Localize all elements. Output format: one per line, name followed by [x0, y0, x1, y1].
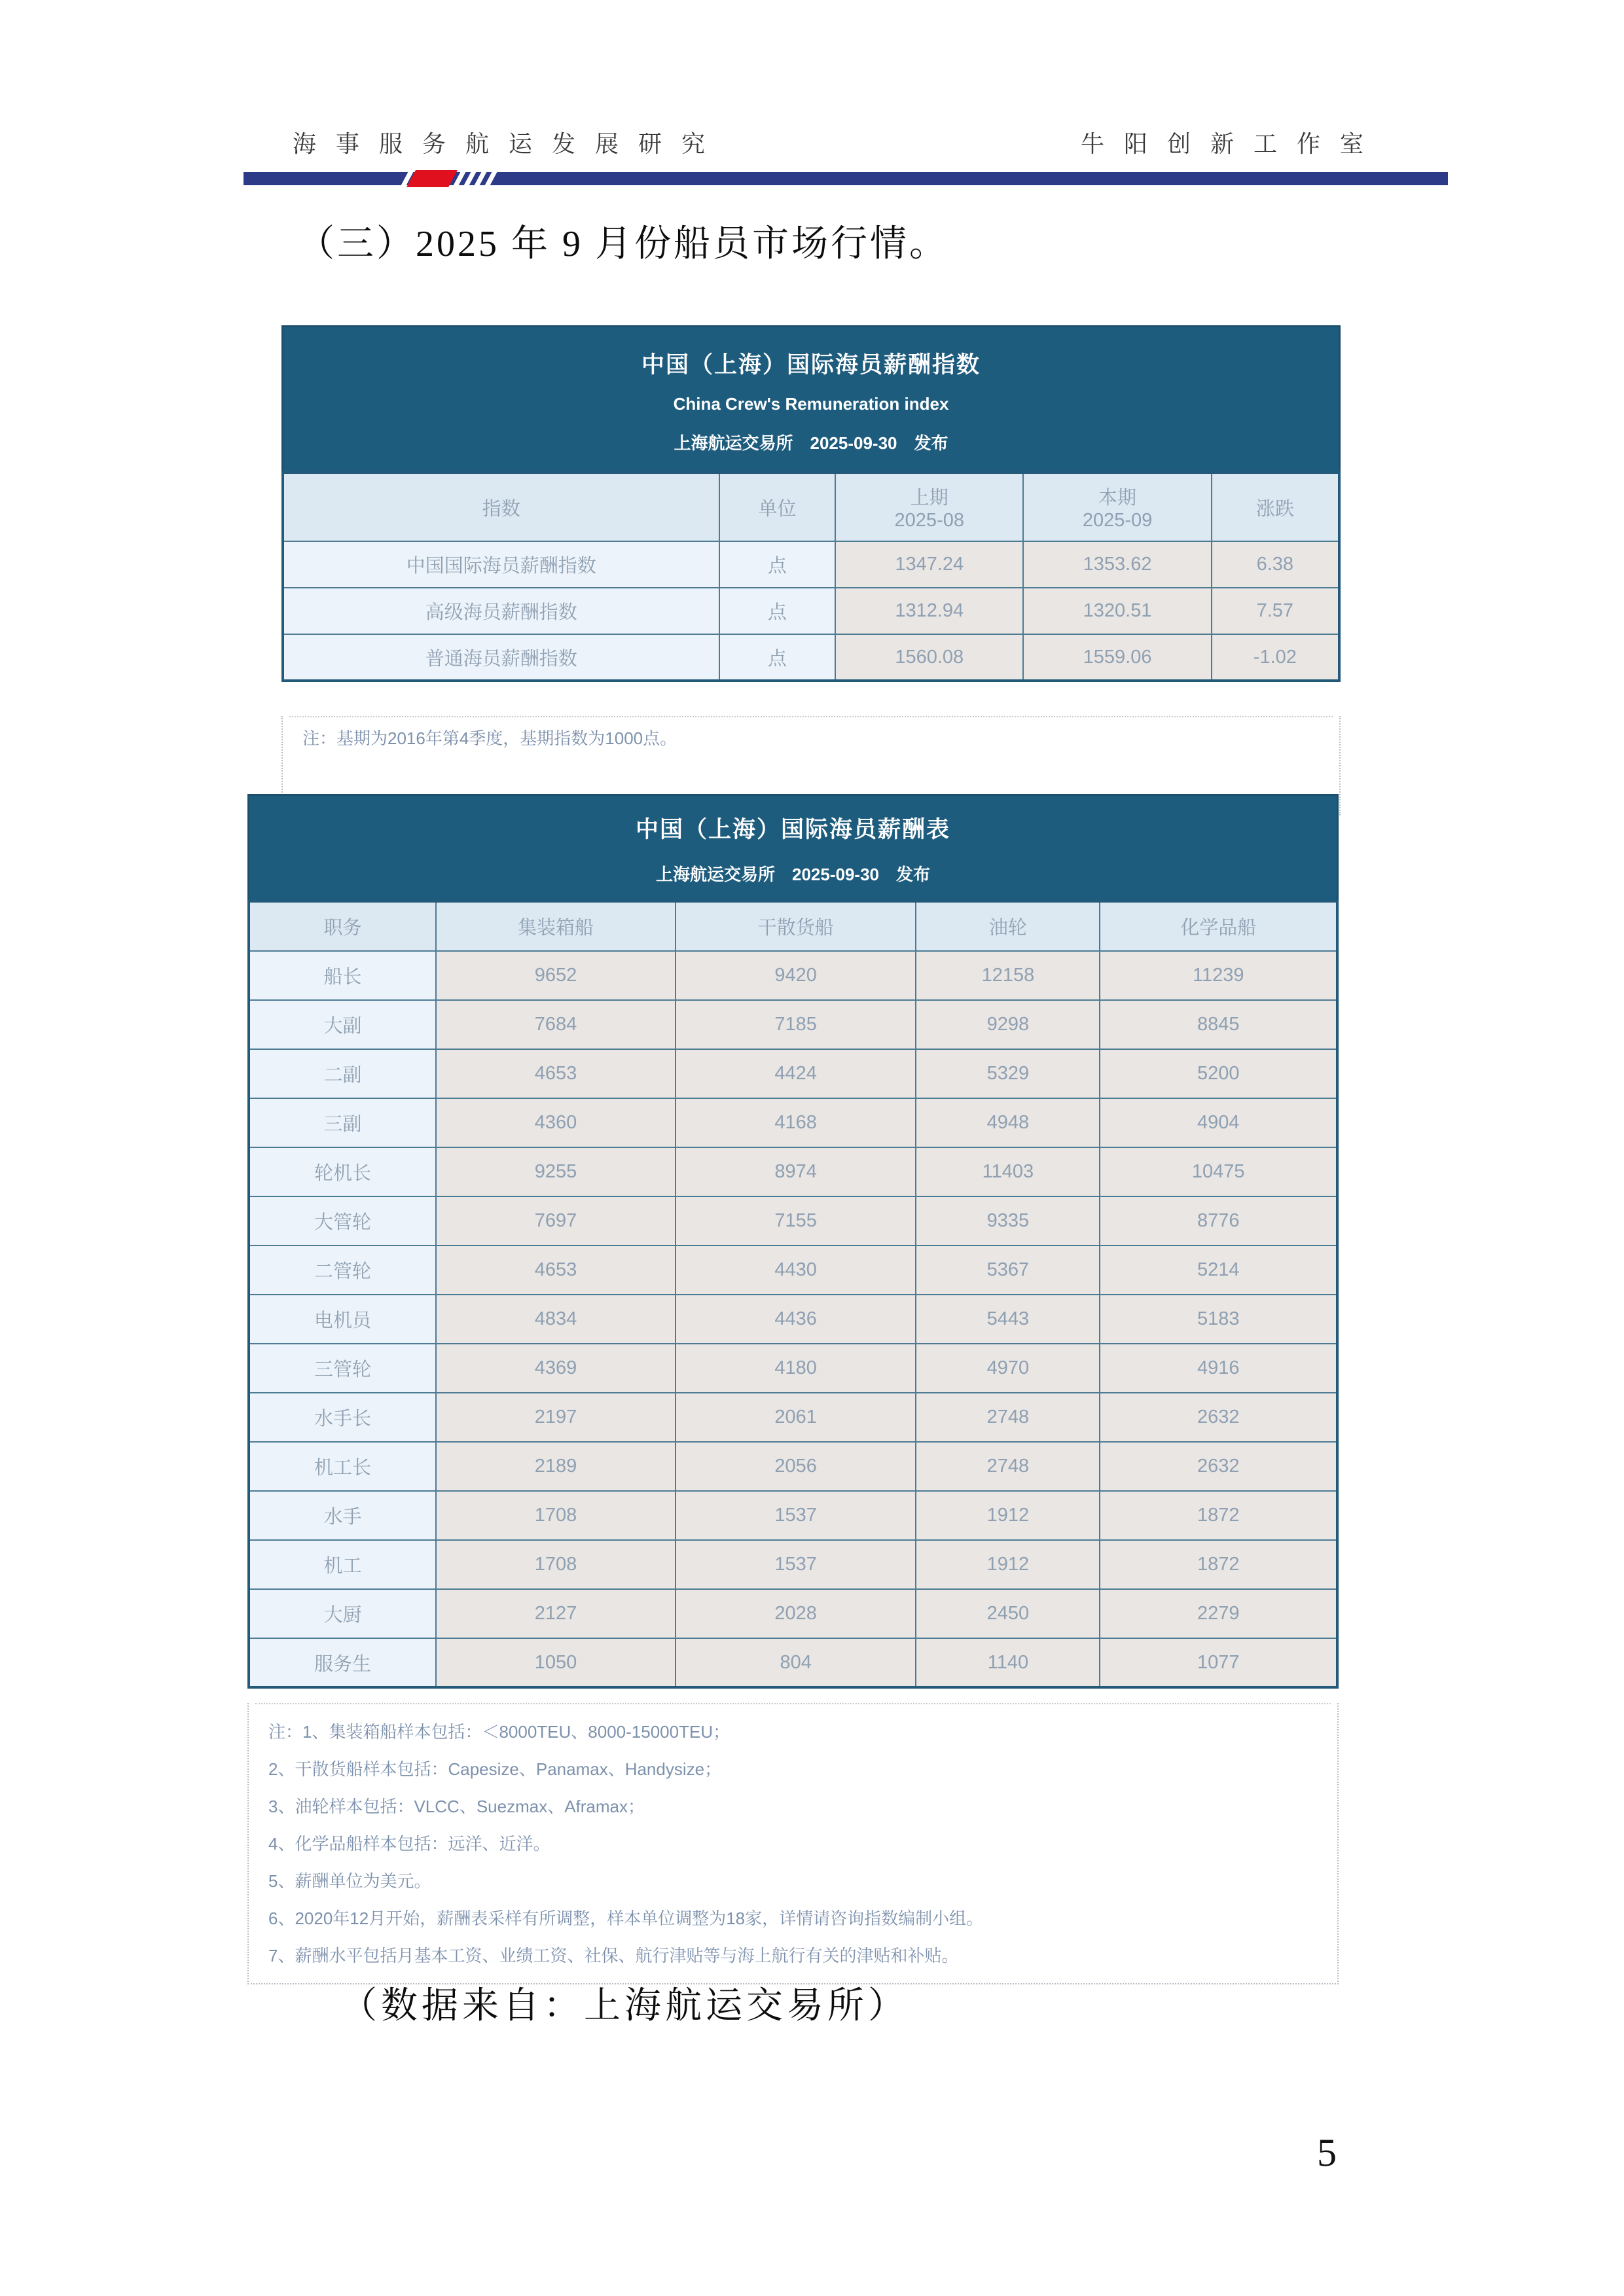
table-cell: 5329 — [916, 1049, 1100, 1098]
index-table-subtitle: China Crew's Remuneration index — [673, 394, 949, 414]
salary-table-note-box — [247, 1703, 1339, 1984]
table-cell: 7155 — [676, 1196, 916, 1246]
index-table-body — [283, 541, 1339, 681]
table-cell: 1708 — [436, 1491, 676, 1540]
salary-table-notes — [249, 1704, 1337, 1975]
table-cell: 普通海员薪酬指数 — [283, 634, 719, 681]
table-cell: 1077 — [1100, 1638, 1337, 1687]
column-header: 干散货船 — [676, 901, 916, 951]
table-row — [249, 951, 1337, 1000]
publish-date: 2025-09-30 — [792, 865, 879, 884]
crew-remuneration-index-table — [281, 325, 1341, 816]
table-cell: 10475 — [1100, 1147, 1337, 1196]
table-row — [249, 1000, 1337, 1049]
table-cell: 7.57 — [1212, 588, 1339, 634]
table-row — [249, 1147, 1337, 1196]
table-cell: 4436 — [676, 1295, 916, 1344]
table-cell: 服务生 — [249, 1638, 436, 1687]
note-line: 5、薪酬单位为美元。 — [268, 1871, 431, 1891]
table-cell: 4369 — [436, 1344, 676, 1393]
table-cell: 4653 — [436, 1246, 676, 1295]
table-cell: 大厨 — [249, 1589, 436, 1638]
table-cell: 1912 — [916, 1491, 1100, 1540]
publisher: 上海航运交易所 — [655, 865, 775, 884]
table-row — [249, 1344, 1337, 1393]
table-cell: 2056 — [676, 1442, 916, 1491]
index-table-header-row — [283, 473, 1339, 541]
table-cell: 4424 — [676, 1049, 916, 1098]
note-line: 注：1、集装箱船样本包括：＜8000TEU、8000-15000TEU； — [268, 1722, 731, 1742]
salary-table-header-row — [249, 901, 1337, 951]
table-cell: 9335 — [916, 1196, 1100, 1246]
salary-table-title: 中国（上海）国际海员薪酬表 — [635, 817, 950, 842]
table-cell: 轮机长 — [249, 1147, 436, 1196]
table-cell: 1560.08 — [835, 634, 1023, 681]
masthead-left-title: 海事服务航运发展研究 — [293, 131, 725, 157]
table-cell: 7185 — [676, 1000, 916, 1049]
publisher: 上海航运交易所 — [674, 433, 793, 453]
index-table-grid — [281, 471, 1341, 682]
table-cell: 1537 — [676, 1540, 916, 1589]
publish-label: 发布 — [914, 433, 948, 453]
table-cell: 二管轮 — [249, 1246, 436, 1295]
table-cell: 1353.62 — [1023, 541, 1211, 588]
note-line: 2、干散货船样本包括：Capesize、Panamax、Handysize； — [268, 1759, 722, 1779]
table-cell: 水手长 — [249, 1393, 436, 1442]
note-line: 7、薪酬水平包括月基本工资、业绩工资、社保、航行津贴等与海上航行有关的津贴和补贴。 — [268, 1946, 959, 1965]
table-cell: 11403 — [916, 1147, 1100, 1196]
table-cell: 4970 — [916, 1344, 1100, 1393]
note-line: 3、油轮样本包括：VLCC、Suezmax、Aframax； — [268, 1797, 645, 1816]
table-cell: 6.38 — [1212, 541, 1339, 588]
table-cell: 5214 — [1100, 1246, 1337, 1295]
table-cell: 1312.94 — [835, 588, 1023, 634]
table-cell: 大管轮 — [249, 1196, 436, 1246]
table-cell: 1912 — [916, 1540, 1100, 1589]
table-row — [249, 1098, 1337, 1147]
masthead-rule — [244, 172, 1448, 185]
table-cell: 2748 — [916, 1393, 1100, 1442]
table-cell: 8776 — [1100, 1196, 1337, 1246]
table-cell: 7697 — [436, 1196, 676, 1246]
salary-table-publish-line — [249, 861, 1337, 886]
table-cell: 2450 — [916, 1589, 1100, 1638]
column-header: 油轮 — [916, 901, 1100, 951]
table-row — [249, 1246, 1337, 1295]
index-table-header-band — [281, 325, 1341, 471]
table-cell: 5200 — [1100, 1049, 1337, 1098]
table-cell: 1537 — [676, 1491, 916, 1540]
table-cell: 点 — [719, 588, 836, 634]
table-cell: 804 — [676, 1638, 916, 1687]
table-cell: 9652 — [436, 951, 676, 1000]
table-cell: 2279 — [1100, 1589, 1337, 1638]
note-line: 4、化学品船样本包括：远洋、近洋。 — [268, 1834, 550, 1854]
table-cell: 2197 — [436, 1393, 676, 1442]
table-cell: 1347.24 — [835, 541, 1023, 588]
table-cell: 12158 — [916, 951, 1100, 1000]
table-row — [283, 541, 1339, 588]
column-header: 本期 2025-09 — [1023, 473, 1211, 541]
table-cell: 5367 — [916, 1246, 1100, 1295]
table-cell: 2632 — [1100, 1442, 1337, 1491]
data-source-line: （数据来自：上海航运交易所） — [340, 1986, 909, 2026]
table-cell: 4948 — [916, 1098, 1100, 1147]
table-cell: 1872 — [1100, 1540, 1337, 1589]
red-stripe-icon — [406, 170, 458, 187]
table-row — [249, 1295, 1337, 1344]
table-cell: 点 — [719, 541, 836, 588]
table-cell: 点 — [719, 634, 836, 681]
table-cell: 船长 — [249, 951, 436, 1000]
table-row — [249, 1638, 1337, 1687]
table-cell: 9298 — [916, 1000, 1100, 1049]
index-table-title: 中国（上海）国际海员薪酬指数 — [641, 352, 981, 378]
section-title: （三）2025 年 9 月份船员市场行情。 — [298, 224, 948, 264]
table-cell: 2748 — [916, 1442, 1100, 1491]
table-row — [249, 1589, 1337, 1638]
table-cell: 4360 — [436, 1098, 676, 1147]
table-cell: -1.02 — [1212, 634, 1339, 681]
table-cell: 1050 — [436, 1638, 676, 1687]
publish-label: 发布 — [896, 865, 931, 884]
column-header: 涨跌 — [1212, 473, 1339, 541]
column-header: 上期 2025-08 — [835, 473, 1023, 541]
table-cell: 4168 — [676, 1098, 916, 1147]
table-row — [249, 1393, 1337, 1442]
table-cell: 高级海员薪酬指数 — [283, 588, 719, 634]
table-cell: 1872 — [1100, 1491, 1337, 1540]
table-cell: 4834 — [436, 1295, 676, 1344]
table-cell: 5183 — [1100, 1295, 1337, 1344]
table-cell: 2632 — [1100, 1393, 1337, 1442]
column-header: 单位 — [719, 473, 836, 541]
salary-table-header-band — [247, 794, 1339, 900]
table-cell: 电机员 — [249, 1295, 436, 1344]
table-cell: 二副 — [249, 1049, 436, 1098]
index-table-note: 注：基期为2016年第4季度，基期指数为1000点。 — [302, 728, 677, 748]
table-cell: 2028 — [676, 1589, 916, 1638]
table-cell: 水手 — [249, 1491, 436, 1540]
table-cell: 8845 — [1100, 1000, 1337, 1049]
table-cell: 4653 — [436, 1049, 676, 1098]
table-row — [249, 1442, 1337, 1491]
publish-date: 2025-09-30 — [810, 433, 897, 453]
salary-table-body — [249, 951, 1337, 1687]
table-row — [283, 634, 1339, 681]
masthead-right-title: 牛阳创新工作室 — [1080, 131, 1383, 157]
table-cell: 1559.06 — [1023, 634, 1211, 681]
table-cell: 1708 — [436, 1540, 676, 1589]
table-cell: 11239 — [1100, 951, 1337, 1000]
table-cell: 4180 — [676, 1344, 916, 1393]
table-cell: 三管轮 — [249, 1344, 436, 1393]
table-cell: 机工 — [249, 1540, 436, 1589]
table-cell: 9420 — [676, 951, 916, 1000]
table-cell: 4904 — [1100, 1098, 1337, 1147]
table-cell: 4430 — [676, 1246, 916, 1295]
table-cell: 1320.51 — [1023, 588, 1211, 634]
table-cell: 9255 — [436, 1147, 676, 1196]
table-cell: 7684 — [436, 1000, 676, 1049]
table-cell: 8974 — [676, 1147, 916, 1196]
table-cell: 机工长 — [249, 1442, 436, 1491]
table-cell: 2127 — [436, 1589, 676, 1638]
table-cell: 2189 — [436, 1442, 676, 1491]
table-cell: 1140 — [916, 1638, 1100, 1687]
dotted-divider — [289, 716, 1333, 717]
masthead-stripes-decoration — [402, 170, 500, 187]
page-number: 5 — [1317, 2131, 1337, 2174]
note-line: 6、2020年12月开始，薪酬表采样有所调整，样本单位调整为18家，详情请咨询指数编制小组。 — [268, 1909, 984, 1928]
table-cell: 三副 — [249, 1098, 436, 1147]
column-header: 化学品船 — [1100, 901, 1337, 951]
crew-salary-table — [247, 794, 1339, 1984]
column-header: 集装箱船 — [436, 901, 676, 951]
table-row — [249, 1049, 1337, 1098]
index-table-publish-line — [283, 430, 1339, 454]
column-header: 指数 — [283, 473, 719, 541]
table-row — [249, 1540, 1337, 1589]
table-row — [249, 1196, 1337, 1246]
table-row — [249, 1491, 1337, 1540]
table-cell: 2061 — [676, 1393, 916, 1442]
salary-table-grid — [247, 900, 1339, 1689]
table-cell: 大副 — [249, 1000, 436, 1049]
column-header: 职务 — [249, 901, 436, 951]
table-cell: 中国国际海员薪酬指数 — [283, 541, 719, 588]
table-cell: 5443 — [916, 1295, 1100, 1344]
table-cell: 4916 — [1100, 1344, 1337, 1393]
table-row — [283, 588, 1339, 634]
